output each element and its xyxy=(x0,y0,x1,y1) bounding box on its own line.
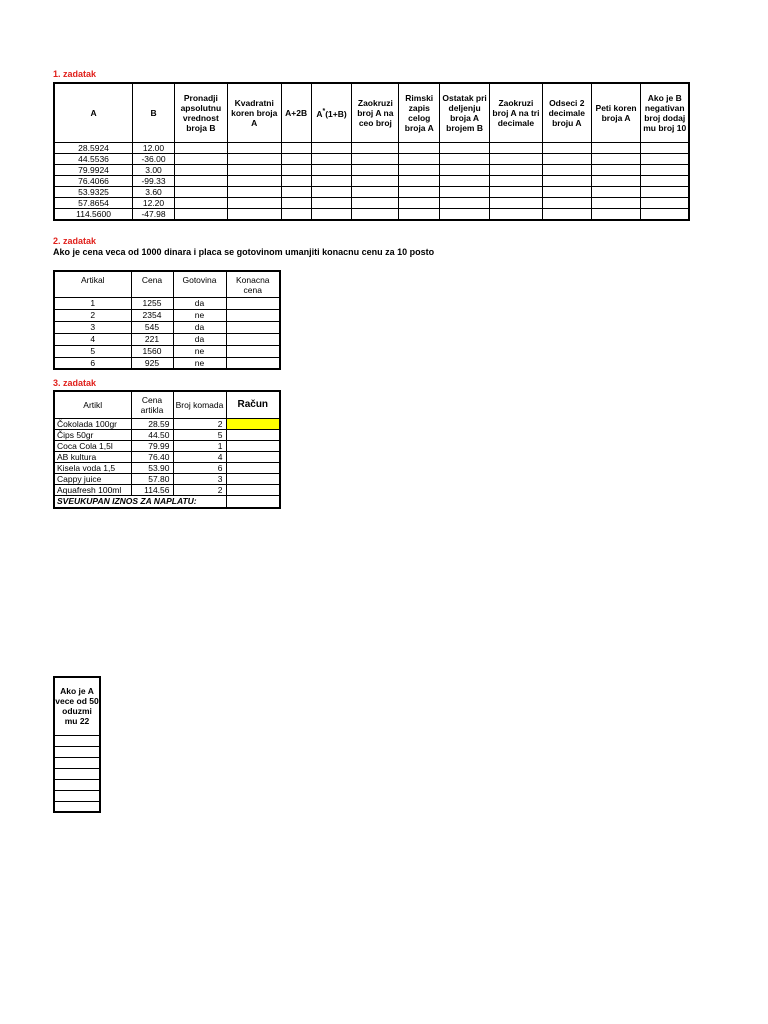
task1-empty-cell[interactable] xyxy=(399,208,440,220)
task2-cell-konacna-cena[interactable] xyxy=(226,309,280,321)
task1-header-roman-a: Rimski zapis celog broja A xyxy=(399,83,440,142)
task1-empty-cell[interactable] xyxy=(440,153,490,164)
task1-empty-cell[interactable] xyxy=(227,153,281,164)
task2-header-cena: Cena xyxy=(131,271,173,297)
task2-header-row xyxy=(54,271,280,297)
task3-header-racun: Račun xyxy=(226,391,280,418)
task1-header-b: B xyxy=(133,83,175,142)
task1-cell-a[interactable]: 114.5600 xyxy=(54,208,133,220)
task1-header-row xyxy=(54,83,689,142)
task1-row xyxy=(54,197,689,208)
task1-header-abs-b: Pronadji apsolutnu vrednost broja B xyxy=(174,83,227,142)
task3-cell-broj-komada[interactable]: 3 xyxy=(173,473,226,484)
task4-header: Ako je A vece od 50 oduzmi mu 22 xyxy=(54,677,100,735)
task3-header-cena-artikla: Cena artikla xyxy=(131,391,173,418)
task1-header-round-a: Zaokruzi broj A na ceo broj xyxy=(352,83,399,142)
task1-empty-cell[interactable] xyxy=(490,186,543,197)
task3-cell-cena[interactable]: 28.59 xyxy=(131,418,173,429)
task1-empty-cell[interactable] xyxy=(440,186,490,197)
task3-header-row xyxy=(54,391,280,418)
task4-row xyxy=(54,757,100,768)
task3-cell-racun[interactable] xyxy=(226,484,280,495)
task1-table xyxy=(53,82,690,221)
task1-empty-cell[interactable] xyxy=(440,142,490,153)
task1-empty-cell[interactable] xyxy=(281,208,311,220)
task1-row xyxy=(54,153,689,164)
task1-empty-cell[interactable] xyxy=(440,175,490,186)
task3-row xyxy=(54,429,280,440)
task1-cell-a[interactable]: 44.5536 xyxy=(54,153,133,164)
task1-empty-cell[interactable] xyxy=(281,142,311,153)
task1-cell-b[interactable]: -99.33 xyxy=(133,175,175,186)
task3-cell-cena[interactable]: 53.90 xyxy=(131,462,173,473)
task4-header-row xyxy=(54,677,100,735)
task1-empty-cell[interactable] xyxy=(352,175,399,186)
task2-description: Ako je cena veca od 1000 dinara i placa se gotovinom umanjiti konacnu cenu za 10 posto xyxy=(53,247,435,257)
task2-cell-konacna-cena[interactable] xyxy=(226,333,280,345)
task1-empty-cell[interactable] xyxy=(440,197,490,208)
task4-empty-cell[interactable] xyxy=(54,757,100,768)
task1-cell-b[interactable]: -36.00 xyxy=(133,153,175,164)
task1-empty-cell[interactable] xyxy=(641,153,689,164)
task1-empty-cell[interactable] xyxy=(641,142,689,153)
task1-empty-cell[interactable] xyxy=(174,164,227,175)
task1-empty-cell[interactable] xyxy=(227,142,281,153)
task1-row xyxy=(54,164,689,175)
task4-row xyxy=(54,779,100,790)
task1-cell-a[interactable]: 28.5924 xyxy=(54,142,133,153)
task3-cell-artikl[interactable]: Kisela voda 1,5 xyxy=(54,462,131,473)
task1-empty-cell[interactable] xyxy=(542,142,591,153)
task2-cell-cena[interactable]: 2354 xyxy=(131,309,173,321)
task3-cell-cena[interactable]: 76.40 xyxy=(131,451,173,462)
task4-empty-cell[interactable] xyxy=(54,779,100,790)
task3-total-cell[interactable] xyxy=(226,495,280,508)
task2-cell-artikal[interactable]: 2 xyxy=(54,309,131,321)
task1-empty-cell[interactable] xyxy=(641,175,689,186)
task4-row xyxy=(54,801,100,812)
task1-empty-cell[interactable] xyxy=(542,164,591,175)
task2-header-artikal: Artikal xyxy=(54,271,131,297)
task2-cell-artikal[interactable]: 6 xyxy=(54,357,131,369)
task3-cell-racun[interactable] xyxy=(226,451,280,462)
task2-cell-gotovina[interactable]: ne xyxy=(173,345,226,357)
task4-row xyxy=(54,735,100,746)
task3-title: 3. zadatak xyxy=(53,378,97,388)
task1-empty-cell[interactable] xyxy=(281,164,311,175)
task2-table xyxy=(53,270,281,370)
task2-cell-gotovina[interactable]: ne xyxy=(173,309,226,321)
task2-cell-artikal[interactable]: 3 xyxy=(54,321,131,333)
task1-header-fifth-root: Peti koren broja A xyxy=(591,83,641,142)
task4-table xyxy=(53,676,101,813)
task2-title: 2. zadatak xyxy=(53,236,97,246)
task3-cell-artikl[interactable]: Coca Cola 1,5l xyxy=(54,440,131,451)
task2-row xyxy=(54,333,280,345)
task1-empty-cell[interactable] xyxy=(490,153,543,164)
task3-cell-cena[interactable]: 57.80 xyxy=(131,473,173,484)
task3-total-label: SVEUKUPAN IZNOS ZA NAPLATU: xyxy=(54,495,226,508)
task3-row xyxy=(54,462,280,473)
task3-cell-broj-komada[interactable]: 2 xyxy=(173,418,226,429)
task1-empty-cell[interactable] xyxy=(399,186,440,197)
task1-header-a-times-1b-base: A xyxy=(316,108,323,119)
task1-empty-cell[interactable] xyxy=(440,164,490,175)
task3-cell-cena[interactable]: 114.56 xyxy=(131,484,173,495)
task2-cell-konacna-cena[interactable] xyxy=(226,321,280,333)
task1-row xyxy=(54,208,689,220)
task1-empty-cell[interactable] xyxy=(352,197,399,208)
task1-empty-cell[interactable] xyxy=(227,197,281,208)
task2-body xyxy=(54,297,280,369)
task4-row xyxy=(54,746,100,757)
task1-row xyxy=(54,175,689,186)
task1-empty-cell[interactable] xyxy=(440,208,490,220)
task4-empty-cell[interactable] xyxy=(54,768,100,779)
task1-empty-cell[interactable] xyxy=(352,164,399,175)
task3-cell-racun-selected[interactable] xyxy=(226,418,280,429)
task2-row xyxy=(54,345,280,357)
task1-empty-cell[interactable] xyxy=(490,164,543,175)
task2-cell-gotovina[interactable]: da xyxy=(173,333,226,345)
task3-cell-racun[interactable] xyxy=(226,440,280,451)
task1-header-trunc2: Odseci 2 decimale broju A xyxy=(542,83,591,142)
task1-cell-a[interactable]: 53.9325 xyxy=(54,186,133,197)
task3-cell-racun[interactable] xyxy=(226,473,280,484)
task1-cell-a[interactable]: 76.4066 xyxy=(54,175,133,186)
task1-empty-cell[interactable] xyxy=(591,142,641,153)
task3-cell-broj-komada[interactable]: 4 xyxy=(173,451,226,462)
task1-cell-a[interactable]: 79.9924 xyxy=(54,164,133,175)
task1-empty-cell[interactable] xyxy=(174,208,227,220)
task1-empty-cell[interactable] xyxy=(399,164,440,175)
task1-empty-cell[interactable] xyxy=(591,175,641,186)
task1-header-a: A xyxy=(54,83,133,142)
task1-empty-cell[interactable] xyxy=(174,175,227,186)
task1-empty-cell[interactable] xyxy=(591,197,641,208)
task1-empty-cell[interactable] xyxy=(399,175,440,186)
task1-empty-cell[interactable] xyxy=(399,153,440,164)
task1-empty-cell[interactable] xyxy=(352,142,399,153)
task4-row xyxy=(54,790,100,801)
task4-empty-cell[interactable] xyxy=(54,735,100,746)
task1-empty-cell[interactable] xyxy=(311,153,352,164)
task1-empty-cell[interactable] xyxy=(641,208,689,220)
task1-row xyxy=(54,186,689,197)
task3-cell-cena[interactable]: 44.50 xyxy=(131,429,173,440)
task1-empty-cell[interactable] xyxy=(542,175,591,186)
task1-header-sqrt-a: Kvadratni koren broja A xyxy=(227,83,281,142)
task3-cell-artikl[interactable]: Čips 50gr xyxy=(54,429,131,440)
task4-empty-cell[interactable] xyxy=(54,790,100,801)
task1-header-round3: Zaokruzi broj A na tri decimale xyxy=(490,83,543,142)
task3-cell-racun[interactable] xyxy=(226,429,280,440)
task2-cell-gotovina[interactable]: da xyxy=(173,321,226,333)
task2-cell-konacna-cena[interactable] xyxy=(226,345,280,357)
task1-empty-cell[interactable] xyxy=(641,186,689,197)
task1-empty-cell[interactable] xyxy=(311,175,352,186)
task3-cell-broj-komada[interactable]: 5 xyxy=(173,429,226,440)
task1-cell-b[interactable]: 12.20 xyxy=(133,197,175,208)
task2-cell-cena[interactable]: 1255 xyxy=(131,297,173,309)
task4-empty-cell[interactable] xyxy=(54,801,100,812)
task3-row xyxy=(54,440,280,451)
task1-empty-cell[interactable] xyxy=(641,164,689,175)
task1-empty-cell[interactable] xyxy=(490,175,543,186)
task3-table xyxy=(53,390,281,509)
task1-empty-cell[interactable] xyxy=(542,153,591,164)
task2-row xyxy=(54,321,280,333)
task1-empty-cell[interactable] xyxy=(542,186,591,197)
task2-cell-cena[interactable]: 1560 xyxy=(131,345,173,357)
task1-header-a-times-1b-rest: (1+B) xyxy=(325,108,347,119)
task1-empty-cell[interactable] xyxy=(227,208,281,220)
task1-empty-cell[interactable] xyxy=(227,186,281,197)
task3-cell-artikl[interactable]: AB kultura xyxy=(54,451,131,462)
task1-empty-cell[interactable] xyxy=(542,197,591,208)
task1-empty-cell[interactable] xyxy=(352,186,399,197)
task1-empty-cell[interactable] xyxy=(281,186,311,197)
task1-empty-cell[interactable] xyxy=(311,197,352,208)
task1-empty-cell[interactable] xyxy=(311,142,352,153)
task1-header-a-times-1b xyxy=(311,83,352,142)
task1-header-a-plus-2b: A+2B xyxy=(281,83,311,142)
task1-empty-cell[interactable] xyxy=(311,186,352,197)
task1-empty-cell[interactable] xyxy=(281,175,311,186)
task3-header-broj-komada: Broj komada xyxy=(173,391,226,418)
task3-row xyxy=(54,473,280,484)
task1-empty-cell[interactable] xyxy=(490,208,543,220)
task1-empty-cell[interactable] xyxy=(352,153,399,164)
task1-header-mod: Ostatak pri deljenju broja A brojem B xyxy=(440,83,490,142)
task1-empty-cell[interactable] xyxy=(311,164,352,175)
task1-empty-cell[interactable] xyxy=(490,142,543,153)
task2-cell-cena[interactable]: 221 xyxy=(131,333,173,345)
task3-cell-broj-komada[interactable]: 1 xyxy=(173,440,226,451)
task3-body xyxy=(54,418,280,495)
task3-cell-broj-komada[interactable]: 2 xyxy=(173,484,226,495)
task3-cell-artikl[interactable]: Aquafresh 100ml xyxy=(54,484,131,495)
task4-empty-cell[interactable] xyxy=(54,746,100,757)
task3-header-artikl: Artikl xyxy=(54,391,131,418)
task2-cell-gotovina[interactable]: ne xyxy=(173,357,226,369)
task1-empty-cell[interactable] xyxy=(174,153,227,164)
task2-header-konacna-cena: Konacna cena xyxy=(226,271,280,297)
task1-empty-cell[interactable] xyxy=(399,142,440,153)
task3-total-row xyxy=(54,495,280,508)
task2-cell-konacna-cena[interactable] xyxy=(226,297,280,309)
task3-row xyxy=(54,418,280,429)
task1-empty-cell[interactable] xyxy=(227,164,281,175)
task3-cell-artikl[interactable]: Čokolada 100gr xyxy=(54,418,131,429)
task1-cell-b[interactable]: -47.98 xyxy=(133,208,175,220)
task1-empty-cell[interactable] xyxy=(591,186,641,197)
task3-cell-broj-komada[interactable]: 6 xyxy=(173,462,226,473)
task1-cell-b[interactable]: 12.00 xyxy=(133,142,175,153)
task4-body xyxy=(54,735,100,812)
task1-empty-cell[interactable] xyxy=(352,208,399,220)
task2-row xyxy=(54,309,280,321)
task2-cell-artikal[interactable]: 4 xyxy=(54,333,131,345)
task1-empty-cell[interactable] xyxy=(591,164,641,175)
task1-cell-a[interactable]: 57.8654 xyxy=(54,197,133,208)
task1-row xyxy=(54,142,689,153)
task2-cell-artikal[interactable]: 1 xyxy=(54,297,131,309)
task2-header-gotovina: Gotovina xyxy=(173,271,226,297)
task1-header-neg-b-plus10: Ako je B negativan broj dodaj mu broj 10 xyxy=(641,83,689,142)
task2-cell-cena[interactable]: 545 xyxy=(131,321,173,333)
task1-empty-cell[interactable] xyxy=(490,197,543,208)
task1-empty-cell[interactable] xyxy=(281,153,311,164)
task2-cell-cena[interactable]: 925 xyxy=(131,357,173,369)
task2-cell-artikal[interactable]: 5 xyxy=(54,345,131,357)
task1-empty-cell[interactable] xyxy=(174,142,227,153)
task2-cell-gotovina[interactable]: da xyxy=(173,297,226,309)
task2-row xyxy=(54,297,280,309)
task1-empty-cell[interactable] xyxy=(641,197,689,208)
task1-body xyxy=(54,142,689,220)
task2-row xyxy=(54,357,280,369)
task1-empty-cell[interactable] xyxy=(542,208,591,220)
task1-empty-cell[interactable] xyxy=(311,208,352,220)
task3-row xyxy=(54,484,280,495)
task1-empty-cell[interactable] xyxy=(591,208,641,220)
task1-empty-cell[interactable] xyxy=(399,197,440,208)
task1-cell-b[interactable]: 3.00 xyxy=(133,164,175,175)
task3-cell-artikl[interactable]: Cappy juice xyxy=(54,473,131,484)
task1-empty-cell[interactable] xyxy=(281,197,311,208)
task3-cell-racun[interactable] xyxy=(226,462,280,473)
task1-title: 1. zadatak xyxy=(53,69,97,79)
task1-empty-cell[interactable] xyxy=(174,186,227,197)
task2-cell-konacna-cena[interactable] xyxy=(226,357,280,369)
task1-empty-cell[interactable] xyxy=(591,153,641,164)
task4-row xyxy=(54,768,100,779)
task3-cell-cena[interactable]: 79.99 xyxy=(131,440,173,451)
task1-empty-cell[interactable] xyxy=(227,175,281,186)
task3-row xyxy=(54,451,280,462)
task1-empty-cell[interactable] xyxy=(174,197,227,208)
task1-cell-b[interactable]: 3.60 xyxy=(133,186,175,197)
task1-header-a-times-1b-sup: * xyxy=(322,107,326,115)
